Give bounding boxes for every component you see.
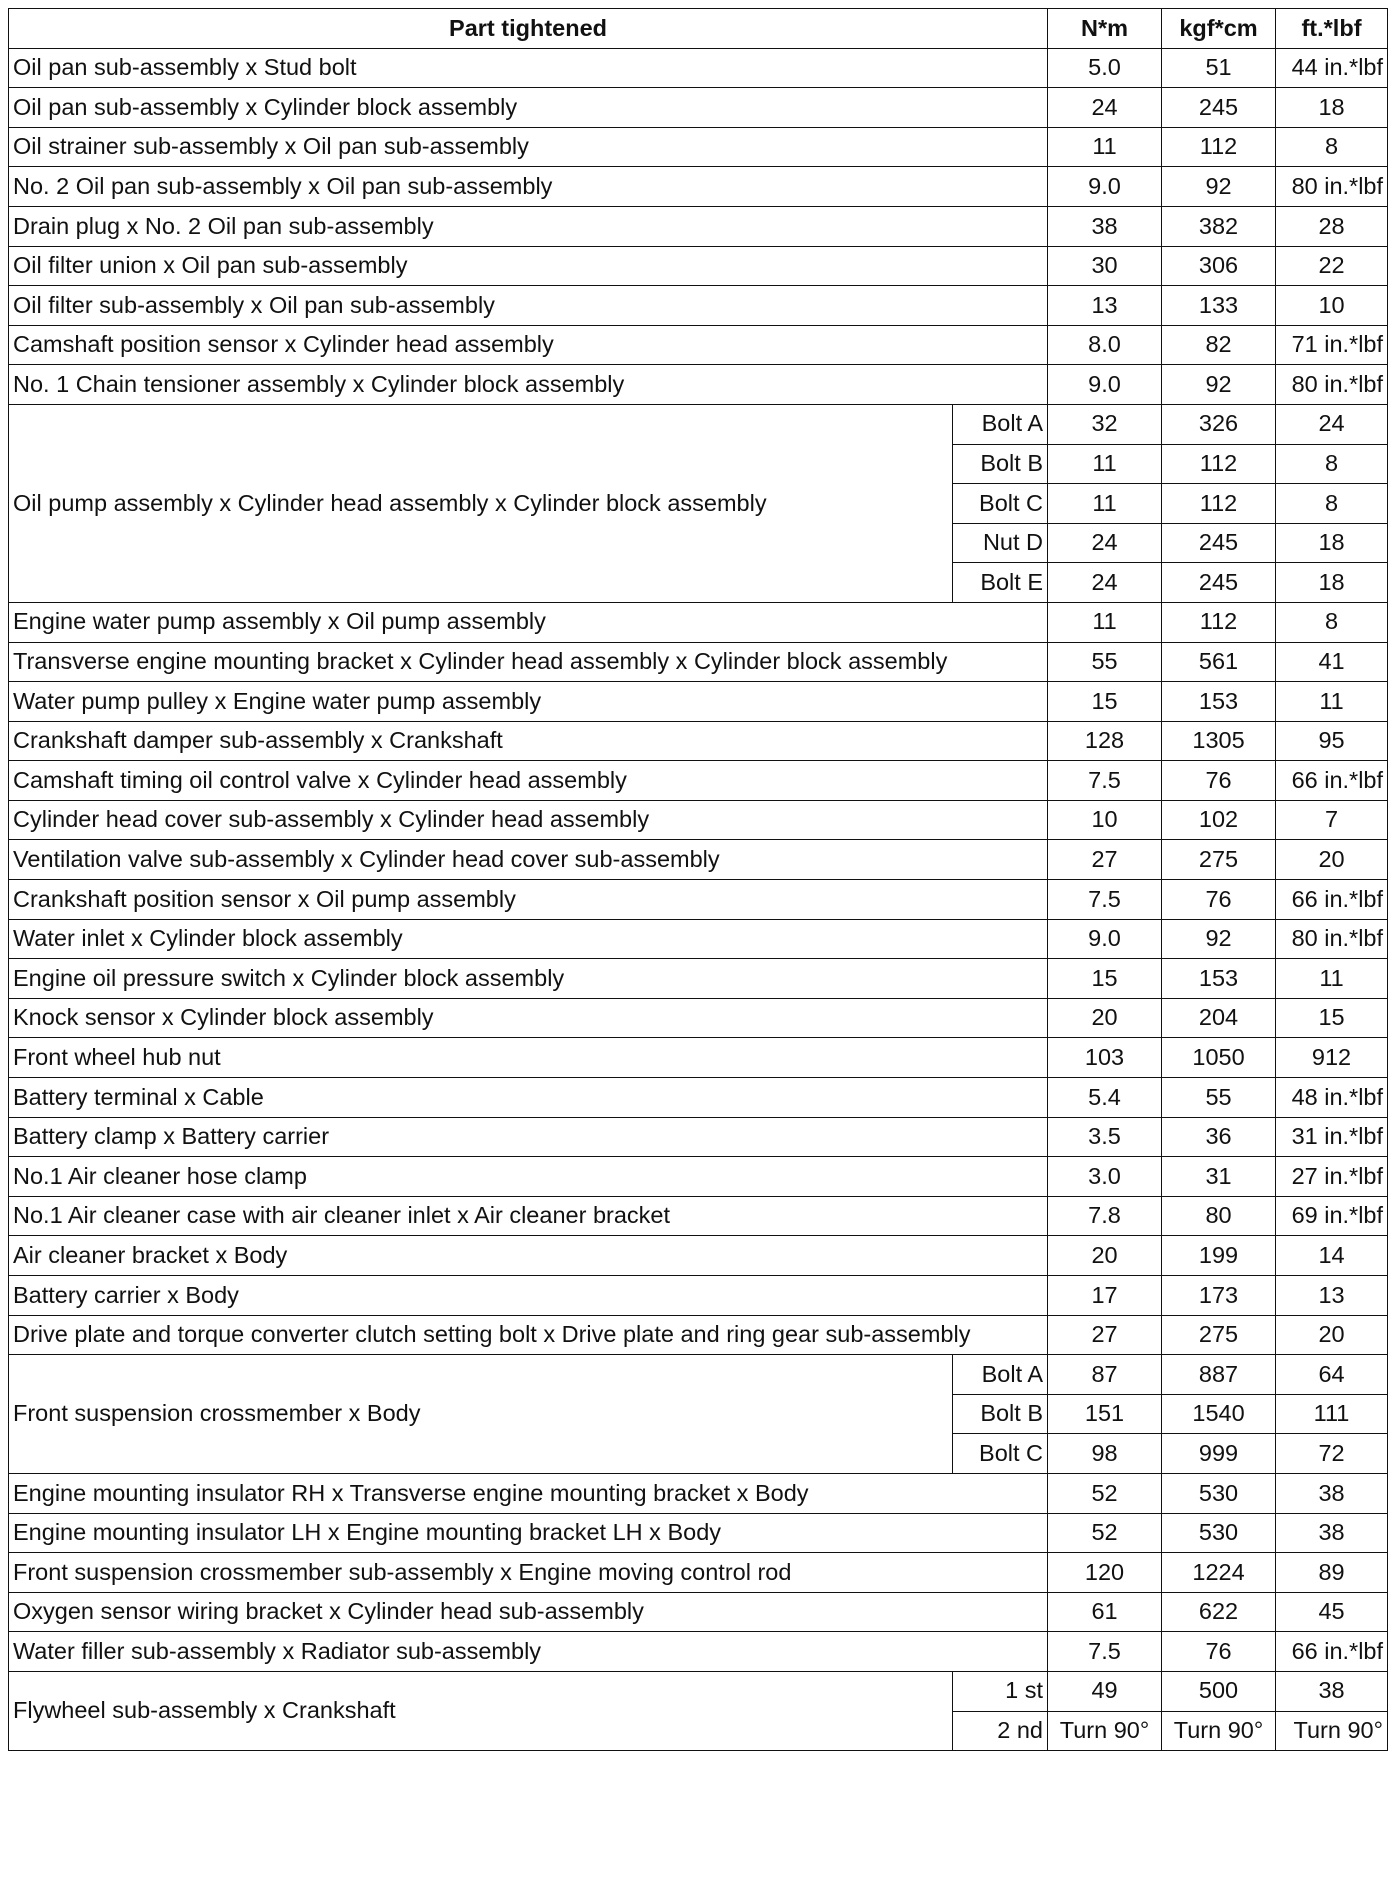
torque-kgf-cm: 102 [1162, 800, 1276, 840]
torque-nm: 52 [1048, 1473, 1162, 1513]
table-row [9, 404, 1388, 444]
part-name: Flywheel sub-assembly x Crankshaft [9, 1671, 953, 1750]
table-row [9, 1196, 1388, 1236]
part-name: Oxygen sensor wiring bracket x Cylinder head sub-assembly [9, 1592, 1048, 1632]
torque-kgf-cm: 561 [1162, 642, 1276, 682]
table-row [9, 642, 1388, 682]
part-name: Front suspension crossmember x Body [9, 1355, 953, 1474]
torque-ft-lbf: 22 [1276, 246, 1388, 286]
torque-kgf-cm: Turn 90° [1162, 1711, 1276, 1751]
torque-ft-lbf: 18 [1276, 563, 1388, 603]
torque-nm: 11 [1048, 484, 1162, 524]
part-name: Front suspension crossmember sub-assembly x Engine moving control rod [9, 1553, 1048, 1593]
torque-nm: 7.8 [1048, 1196, 1162, 1236]
part-name: Ventilation valve sub-assembly x Cylinder head cover sub-assembly [9, 840, 1048, 880]
part-name: Battery carrier x Body [9, 1276, 1048, 1316]
table-row [9, 602, 1388, 642]
torque-ft-lbf: 44 in.*lbf [1276, 48, 1388, 88]
sub-label: Nut D [953, 523, 1048, 563]
header-row [9, 9, 1388, 49]
torque-ft-lbf: 8 [1276, 484, 1388, 524]
torque-ft-lbf: 24 [1276, 404, 1388, 444]
torque-kgf-cm: 999 [1162, 1434, 1276, 1474]
part-name: Oil pan sub-assembly x Stud bolt [9, 48, 1048, 88]
part-name: Oil filter union x Oil pan sub-assembly [9, 246, 1048, 286]
sub-label: Bolt A [953, 404, 1048, 444]
torque-kgf-cm: 1050 [1162, 1038, 1276, 1078]
torque-kgf-cm: 92 [1162, 919, 1276, 959]
part-name: Crankshaft damper sub-assembly x Crankshaft [9, 721, 1048, 761]
table-row [9, 167, 1388, 207]
part-name: No.1 Air cleaner case with air cleaner inlet x Air cleaner bracket [9, 1196, 1048, 1236]
part-name: Front wheel hub nut [9, 1038, 1048, 1078]
torque-nm: 5.4 [1048, 1078, 1162, 1118]
torque-nm: 27 [1048, 1315, 1162, 1355]
torque-kgf-cm: 36 [1162, 1117, 1276, 1157]
torque-nm: 9.0 [1048, 167, 1162, 207]
part-name: No. 2 Oil pan sub-assembly x Oil pan sub-assembly [9, 167, 1048, 207]
table-row [9, 1513, 1388, 1553]
torque-kgf-cm: 76 [1162, 761, 1276, 801]
table-row [9, 1276, 1388, 1316]
table-row [9, 721, 1388, 761]
table-row [9, 682, 1388, 722]
torque-ft-lbf: 80 in.*lbf [1276, 919, 1388, 959]
torque-ft-lbf: 80 in.*lbf [1276, 365, 1388, 405]
torque-ft-lbf: 14 [1276, 1236, 1388, 1276]
torque-nm: Turn 90° [1048, 1711, 1162, 1751]
table-row [9, 919, 1388, 959]
part-name: Engine water pump assembly x Oil pump assembly [9, 602, 1048, 642]
torque-kgf-cm: 199 [1162, 1236, 1276, 1276]
torque-kgf-cm: 306 [1162, 246, 1276, 286]
torque-nm: 7.5 [1048, 1632, 1162, 1672]
torque-nm: 52 [1048, 1513, 1162, 1553]
torque-kgf-cm: 382 [1162, 206, 1276, 246]
torque-kgf-cm: 112 [1162, 127, 1276, 167]
torque-ft-lbf: 89 [1276, 1553, 1388, 1593]
torque-ft-lbf: 15 [1276, 998, 1388, 1038]
table-row [9, 1592, 1388, 1632]
torque-ft-lbf: 66 in.*lbf [1276, 880, 1388, 920]
part-name: Camshaft timing oil control valve x Cylinder head assembly [9, 761, 1048, 801]
torque-ft-lbf: 8 [1276, 127, 1388, 167]
table-row [9, 325, 1388, 365]
torque-kgf-cm: 92 [1162, 365, 1276, 405]
table-row [9, 1078, 1388, 1118]
table-row [9, 1473, 1388, 1513]
table-row [9, 127, 1388, 167]
torque-ft-lbf: 38 [1276, 1513, 1388, 1553]
sub-label: Bolt B [953, 444, 1048, 484]
part-name: Oil pan sub-assembly x Cylinder block assembly [9, 88, 1048, 128]
table-row [9, 880, 1388, 920]
sub-label: 1 st [953, 1671, 1048, 1711]
torque-ft-lbf: Turn 90° [1276, 1711, 1388, 1751]
table-row [9, 286, 1388, 326]
torque-kgf-cm: 275 [1162, 1315, 1276, 1355]
torque-nm: 24 [1048, 563, 1162, 603]
torque-nm: 3.0 [1048, 1157, 1162, 1197]
torque-kgf-cm: 326 [1162, 404, 1276, 444]
torque-nm: 20 [1048, 998, 1162, 1038]
part-name: Drain plug x No. 2 Oil pan sub-assembly [9, 206, 1048, 246]
torque-ft-lbf: 48 in.*lbf [1276, 1078, 1388, 1118]
torque-ft-lbf: 66 in.*lbf [1276, 761, 1388, 801]
torque-kgf-cm: 31 [1162, 1157, 1276, 1197]
torque-nm: 55 [1048, 642, 1162, 682]
table-row [9, 1671, 1388, 1711]
table-row [9, 800, 1388, 840]
torque-kgf-cm: 76 [1162, 1632, 1276, 1672]
torque-ft-lbf: 38 [1276, 1671, 1388, 1711]
torque-kgf-cm: 530 [1162, 1513, 1276, 1553]
torque-ft-lbf: 80 in.*lbf [1276, 167, 1388, 207]
table-row [9, 1355, 1388, 1395]
part-name: Oil pump assembly x Cylinder head assembly x Cylinder block assembly [9, 404, 953, 602]
part-name: Engine oil pressure switch x Cylinder block assembly [9, 959, 1048, 999]
torque-nm: 151 [1048, 1394, 1162, 1434]
torque-kgf-cm: 76 [1162, 880, 1276, 920]
torque-ft-lbf: 8 [1276, 602, 1388, 642]
torque-ft-lbf: 95 [1276, 721, 1388, 761]
torque-kgf-cm: 530 [1162, 1473, 1276, 1513]
sub-label: Bolt C [953, 1434, 1048, 1474]
torque-nm: 5.0 [1048, 48, 1162, 88]
table-row [9, 365, 1388, 405]
torque-kgf-cm: 245 [1162, 523, 1276, 563]
part-name: Crankshaft position sensor x Oil pump assembly [9, 880, 1048, 920]
table-row [9, 1117, 1388, 1157]
table-row [9, 840, 1388, 880]
torque-ft-lbf: 45 [1276, 1592, 1388, 1632]
torque-kgf-cm: 153 [1162, 682, 1276, 722]
header-ft-lbf: ft.*lbf [1276, 9, 1388, 49]
torque-nm: 9.0 [1048, 365, 1162, 405]
torque-nm: 15 [1048, 682, 1162, 722]
torque-nm: 24 [1048, 523, 1162, 563]
table-row [9, 246, 1388, 286]
torque-kgf-cm: 153 [1162, 959, 1276, 999]
torque-ft-lbf: 66 in.*lbf [1276, 1632, 1388, 1672]
torque-ft-lbf: 912 [1276, 1038, 1388, 1078]
torque-kgf-cm: 82 [1162, 325, 1276, 365]
table-row [9, 48, 1388, 88]
header-nm: N*m [1048, 9, 1162, 49]
torque-nm: 13 [1048, 286, 1162, 326]
torque-kgf-cm: 245 [1162, 563, 1276, 603]
torque-kgf-cm: 622 [1162, 1592, 1276, 1632]
part-name: Air cleaner bracket x Body [9, 1236, 1048, 1276]
torque-kgf-cm: 204 [1162, 998, 1276, 1038]
table-row [9, 761, 1388, 801]
header-kgf-cm: kgf*cm [1162, 9, 1276, 49]
torque-nm: 7.5 [1048, 761, 1162, 801]
torque-kgf-cm: 1305 [1162, 721, 1276, 761]
table-row [9, 88, 1388, 128]
torque-nm: 49 [1048, 1671, 1162, 1711]
part-name: Drive plate and torque converter clutch setting bolt x Drive plate and ring gear sub-assembly [9, 1315, 1048, 1355]
torque-nm: 103 [1048, 1038, 1162, 1078]
torque-ft-lbf: 18 [1276, 523, 1388, 563]
torque-nm: 10 [1048, 800, 1162, 840]
torque-kgf-cm: 51 [1162, 48, 1276, 88]
torque-ft-lbf: 20 [1276, 1315, 1388, 1355]
torque-ft-lbf: 20 [1276, 840, 1388, 880]
torque-nm: 61 [1048, 1592, 1162, 1632]
sub-label: Bolt C [953, 484, 1048, 524]
sub-label: Bolt A [953, 1355, 1048, 1395]
part-name: Battery terminal x Cable [9, 1078, 1048, 1118]
torque-nm: 8.0 [1048, 325, 1162, 365]
torque-nm: 20 [1048, 1236, 1162, 1276]
table-row [9, 1157, 1388, 1197]
part-name: Camshaft position sensor x Cylinder head assembly [9, 325, 1048, 365]
part-name: Engine mounting insulator LH x Engine mounting bracket LH x Body [9, 1513, 1048, 1553]
part-name: Water pump pulley x Engine water pump assembly [9, 682, 1048, 722]
torque-nm: 3.5 [1048, 1117, 1162, 1157]
table-row [9, 1553, 1388, 1593]
torque-kgf-cm: 92 [1162, 167, 1276, 207]
torque-ft-lbf: 10 [1276, 286, 1388, 326]
torque-ft-lbf: 71 in.*lbf [1276, 325, 1388, 365]
torque-kgf-cm: 112 [1162, 484, 1276, 524]
torque-kgf-cm: 1540 [1162, 1394, 1276, 1434]
torque-nm: 87 [1048, 1355, 1162, 1395]
torque-kgf-cm: 500 [1162, 1671, 1276, 1711]
torque-ft-lbf: 13 [1276, 1276, 1388, 1316]
torque-ft-lbf: 31 in.*lbf [1276, 1117, 1388, 1157]
part-name: Knock sensor x Cylinder block assembly [9, 998, 1048, 1038]
torque-kgf-cm: 245 [1162, 88, 1276, 128]
table-row [9, 1632, 1388, 1672]
table-row [9, 1038, 1388, 1078]
torque-kgf-cm: 133 [1162, 286, 1276, 326]
torque-spec-table [8, 8, 1388, 1751]
torque-nm: 38 [1048, 206, 1162, 246]
part-name: Water filler sub-assembly x Radiator sub-assembly [9, 1632, 1048, 1672]
torque-ft-lbf: 64 [1276, 1355, 1388, 1395]
torque-nm: 11 [1048, 602, 1162, 642]
torque-kgf-cm: 80 [1162, 1196, 1276, 1236]
part-name: Battery clamp x Battery carrier [9, 1117, 1048, 1157]
torque-ft-lbf: 7 [1276, 800, 1388, 840]
torque-kgf-cm: 112 [1162, 602, 1276, 642]
torque-nm: 32 [1048, 404, 1162, 444]
torque-ft-lbf: 111 [1276, 1394, 1388, 1434]
torque-kgf-cm: 112 [1162, 444, 1276, 484]
table-row [9, 959, 1388, 999]
torque-kgf-cm: 173 [1162, 1276, 1276, 1316]
table-row [9, 998, 1388, 1038]
torque-nm: 128 [1048, 721, 1162, 761]
torque-nm: 11 [1048, 444, 1162, 484]
torque-kgf-cm: 1224 [1162, 1553, 1276, 1593]
torque-ft-lbf: 41 [1276, 642, 1388, 682]
part-name: Engine mounting insulator RH x Transverse engine mounting bracket x Body [9, 1473, 1048, 1513]
part-name: No.1 Air cleaner hose clamp [9, 1157, 1048, 1197]
torque-nm: 30 [1048, 246, 1162, 286]
torque-kgf-cm: 55 [1162, 1078, 1276, 1118]
sub-label: 2 nd [953, 1711, 1048, 1751]
torque-nm: 17 [1048, 1276, 1162, 1316]
sub-label: Bolt E [953, 563, 1048, 603]
table-body [9, 48, 1388, 1751]
torque-kgf-cm: 275 [1162, 840, 1276, 880]
part-name: Oil strainer sub-assembly x Oil pan sub-assembly [9, 127, 1048, 167]
torque-ft-lbf: 27 in.*lbf [1276, 1157, 1388, 1197]
torque-ft-lbf: 69 in.*lbf [1276, 1196, 1388, 1236]
torque-kgf-cm: 887 [1162, 1355, 1276, 1395]
part-name: No. 1 Chain tensioner assembly x Cylinder block assembly [9, 365, 1048, 405]
header-part-tightened: Part tightened [9, 9, 1048, 49]
torque-nm: 11 [1048, 127, 1162, 167]
sub-label: Bolt B [953, 1394, 1048, 1434]
torque-nm: 120 [1048, 1553, 1162, 1593]
part-name: Cylinder head cover sub-assembly x Cylinder head assembly [9, 800, 1048, 840]
torque-nm: 9.0 [1048, 919, 1162, 959]
torque-ft-lbf: 11 [1276, 959, 1388, 999]
torque-nm: 98 [1048, 1434, 1162, 1474]
torque-nm: 7.5 [1048, 880, 1162, 920]
torque-nm: 27 [1048, 840, 1162, 880]
torque-ft-lbf: 38 [1276, 1473, 1388, 1513]
table-row [9, 206, 1388, 246]
torque-ft-lbf: 72 [1276, 1434, 1388, 1474]
table-row [9, 1315, 1388, 1355]
torque-nm: 15 [1048, 959, 1162, 999]
part-name: Water inlet x Cylinder block assembly [9, 919, 1048, 959]
torque-ft-lbf: 8 [1276, 444, 1388, 484]
torque-ft-lbf: 11 [1276, 682, 1388, 722]
part-name: Oil filter sub-assembly x Oil pan sub-assembly [9, 286, 1048, 326]
table-row [9, 1236, 1388, 1276]
torque-ft-lbf: 28 [1276, 206, 1388, 246]
part-name: Transverse engine mounting bracket x Cylinder head assembly x Cylinder block assembly [9, 642, 1048, 682]
torque-nm: 24 [1048, 88, 1162, 128]
torque-ft-lbf: 18 [1276, 88, 1388, 128]
